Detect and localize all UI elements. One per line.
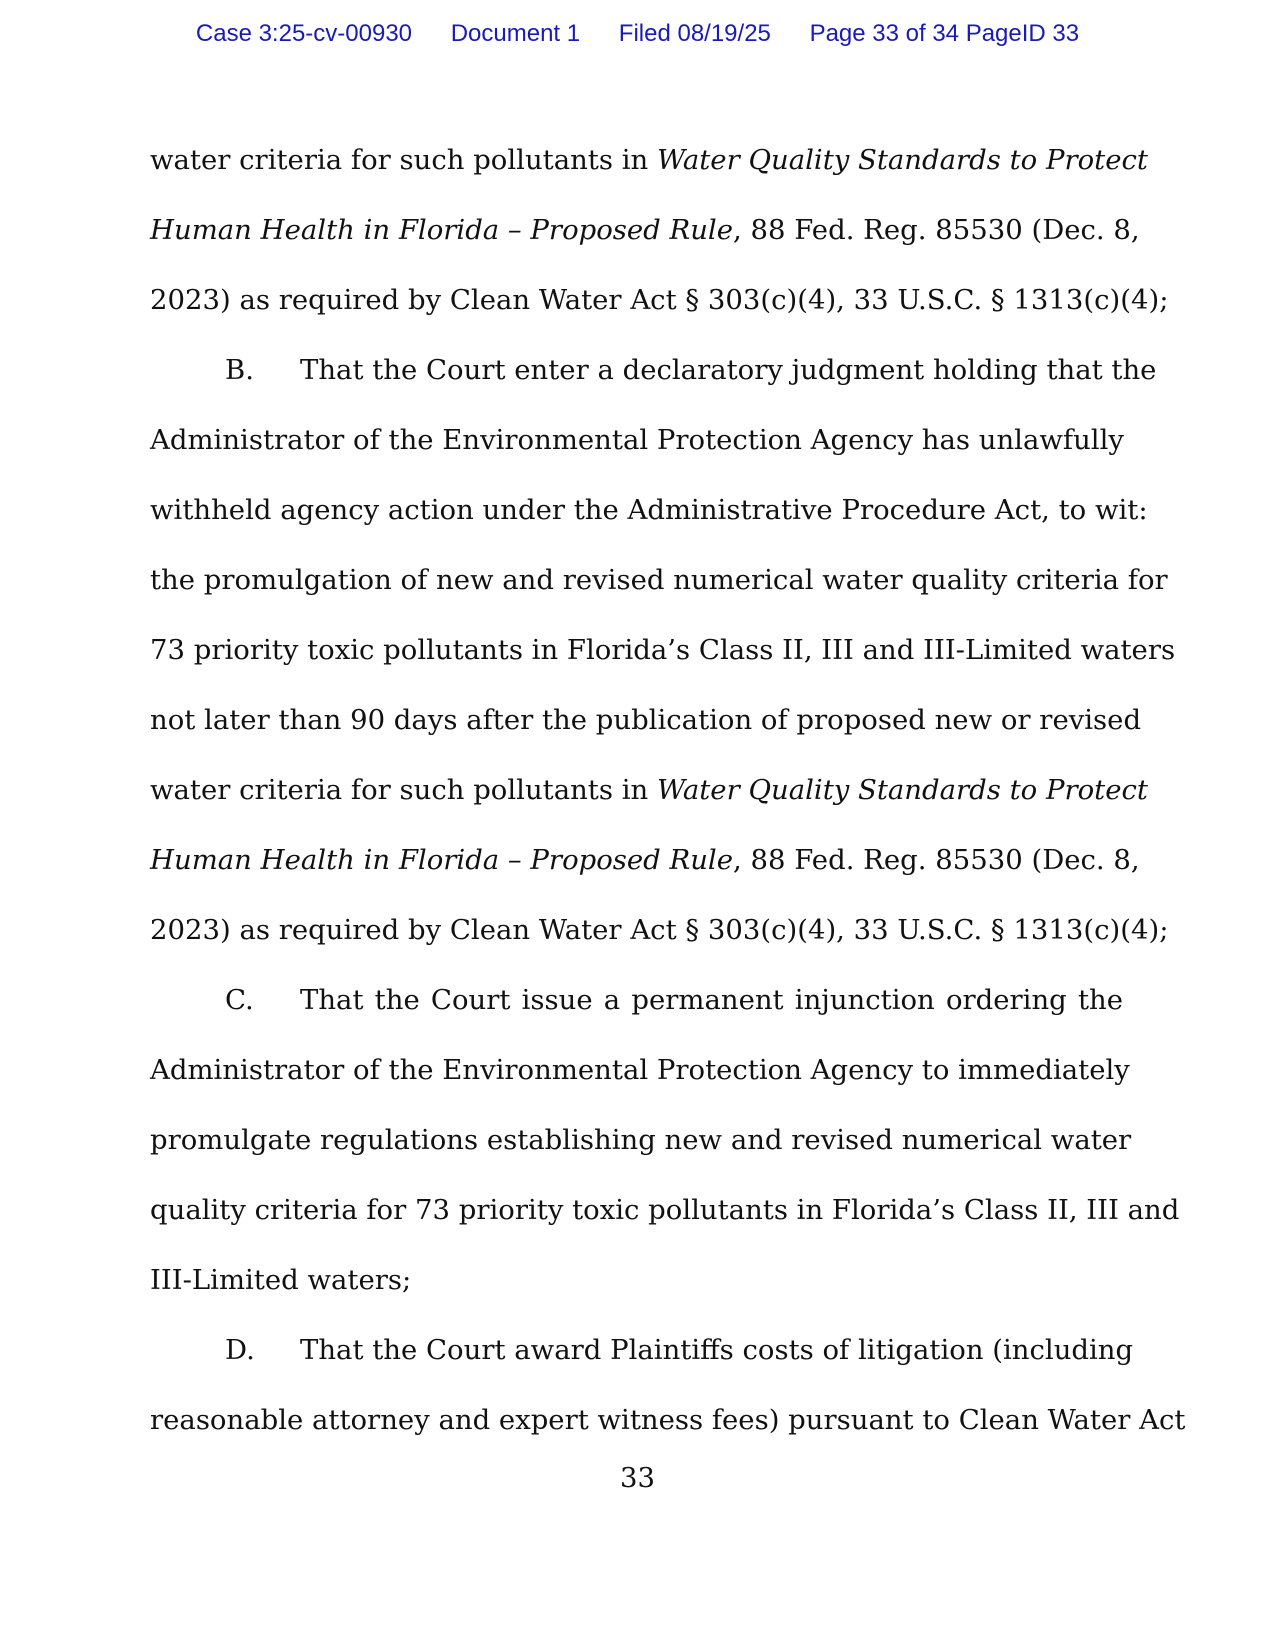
paragraph-c-start: C. That the Court issue a permanent injunction ordering the — [150, 965, 1123, 1035]
document-body — [150, 125, 1186, 1455]
body-line: withheld agency action under the Administrative Procedure Act, to wit: — [150, 494, 1148, 526]
body-line: quality criteria for 73 priority toxic pollutants in Florida’s Class II, III and — [150, 1194, 1180, 1226]
body-line: III-Limited waters; — [150, 1264, 412, 1296]
paragraph-marker: B. — [225, 354, 254, 386]
body-line: 2023) as required by Clean Water Act § 303(c)(4), 33 U.S.C. § 1313(c)(4); — [150, 914, 1169, 946]
body-line: Administrator of the Environmental Protection Agency to immediately — [150, 1054, 1130, 1086]
body-line: water criteria for such pollutants in Water Quality Standards to Protect — [150, 144, 1148, 176]
paragraph-d-start: D. That the Court award Plaintiffs costs of litigation (including — [150, 1315, 1123, 1385]
body-line: 73 priority toxic pollutants in Florida’s Class II, III and III-Limited waters — [150, 634, 1176, 666]
body-line: Administrator of the Environmental Protection Agency has unlawfully — [150, 424, 1124, 456]
filed-date: Filed 08/19/25 — [618, 20, 771, 47]
body-line: promulgate regulations establishing new and revised numerical water — [150, 1124, 1132, 1156]
paragraph-b-start: B. That the Court enter a declaratory judgment holding that the — [150, 335, 1123, 405]
body-line: not later than 90 days after the publication of proposed new or revised — [150, 704, 1142, 736]
page-number: 33 — [620, 1462, 655, 1494]
body-line: water criteria for such pollutants in Water Quality Standards to Protect — [150, 774, 1148, 806]
case-number: Case 3:25-cv-00930 — [195, 20, 413, 47]
case-header — [0, 20, 1275, 48]
body-line: reasonable attorney and expert witness fees) pursuant to Clean Water Act — [150, 1404, 1186, 1436]
body-line: Human Health in Florida – Proposed Rule, 88 Fed. Reg. 85530 (Dec. 8, — [150, 844, 1140, 876]
paragraph-marker: C. — [225, 984, 254, 1016]
body-line: the promulgation of new and revised numerical water quality criteria for — [150, 564, 1168, 596]
body-line: 2023) as required by Clean Water Act § 303(c)(4), 33 U.S.C. § 1313(c)(4); — [150, 284, 1169, 316]
body-line: Human Health in Florida – Proposed Rule, 88 Fed. Reg. 85530 (Dec. 8, — [150, 214, 1140, 246]
page-id: Page 33 of 34 PageID 33 — [809, 20, 1080, 47]
paragraph-marker: D. — [225, 1334, 255, 1366]
document-number: Document 1 — [450, 20, 581, 47]
